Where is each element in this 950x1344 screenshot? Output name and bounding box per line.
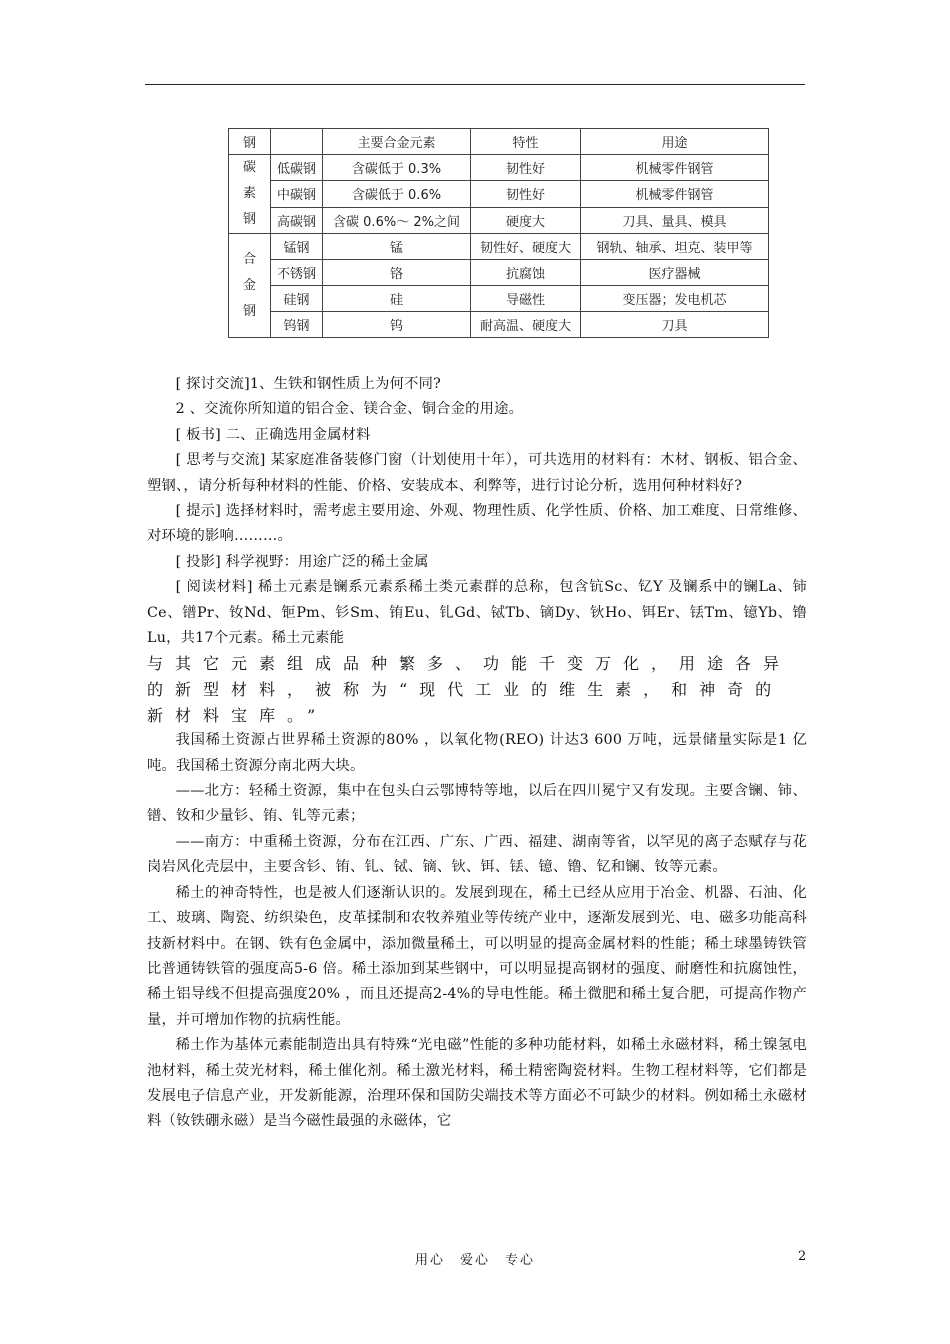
- page-number: 2: [798, 1249, 807, 1264]
- group-char: 钢: [242, 212, 256, 227]
- table-cell: 铬: [323, 260, 471, 286]
- board-heading: [ 板书] 二、正确选用金属材料: [175, 426, 371, 443]
- footer-motto: 用心 爱心 专心: [414, 1253, 535, 1268]
- table-cell: 医疗器械: [581, 260, 769, 286]
- think-and-discuss-paragraph: [ 思考与交流] 某家庭准备装修门窗（计划使用十年），可共选用的材料有：木材、钢板、铝合金、塑钢、，请分析每种材料的性能、价格、安装成本、利弊等，进行讨论分析，选用何种材料好?: [147, 452, 807, 494]
- table-row: [229, 260, 769, 286]
- group-char: 钢: [242, 303, 256, 319]
- table-cell: 耐高温、硬度大: [471, 312, 581, 338]
- group-char: 碳: [242, 160, 256, 175]
- body-text: [147, 372, 807, 1135]
- table-cell: 机械零件钢管: [581, 181, 769, 207]
- alloy-steel-group-label: [229, 234, 271, 338]
- south-paragraph: ——南方：中重稀土资源，分布在江西、广东、广西、福建、湖南等省，以罕见的离子态赋存与花岗岩风化壳层中，主要含钐、铕、钆、铽、镝、钬、铒、铥、镱、镥、钇和镧、钕等元素。: [147, 833, 807, 876]
- table-cell: 韧性好、硬度大: [471, 234, 581, 260]
- reserves-paragraph: 我国稀土资源占世界稀土资源的80% ，以氧化物(REO) 计达3 600 万吨，远景储量实际是1 亿吨。我国稀土资源分南北两大块。: [147, 732, 807, 774]
- hint-paragraph: [ 提示] 选择材料时，需考虑主要用途、外观、物理性质、化学性质、价格、加工难度、日常维修、对环境的影响………。: [147, 503, 807, 545]
- header-rule: [145, 84, 805, 85]
- table-cell: 韧性好: [471, 181, 581, 207]
- table-cell: 导磁性: [471, 286, 581, 312]
- projection-line: [ 投影] 科学视野：用途广泛的稀土金属: [175, 553, 429, 570]
- properties-paragraph: 稀土的神奇特性，也是被人们逐渐认识的。发展到现在，稀土已经从应用于冶金、机器、石油、化工、玻璃、陶瓷、纺织染色，皮革揉制和农牧养殖业等传统产业中，逐渐发展到光、电、磁多功能高科技新材料中。在钢、铁有色金属中，添加微量稀土，可以明显的提高金属材料的性能；稀土球墨铸铁管比普通铸铁管的强度高5-6 倍。稀土添加到某些钢中，可以明显提高钢材的强度、耐磨性和抗腐蚀性，稀土铝导线不但提高强度20% ，而且还提高2-4%的导电性能。稀土微肥和稀土复合肥，可提高作物产量，并可增加作物的抗病性能。: [147, 884, 807, 1028]
- table-row: [229, 312, 769, 338]
- discussion-line-2: 2 、交流你所知道的铝合金、镁合金、铜合金的用途。: [175, 401, 524, 418]
- table-cell: 含碳 0.6%～ 2%之间: [323, 207, 471, 233]
- rare-earth-spaced-paragraph: 与其它元素组成品种繁多、功能千变万化，用途各异的新型材料，被称为“现代工业的维生素，和神奇的新材料宝库。”: [147, 654, 792, 725]
- north-paragraph: ——北方：轻稀土资源，集中在包头白云鄂博特等地，以后在四川冕宁又有发现。主要含镧、铈、镨、钕和少量钐、铕、钆等元素；: [147, 783, 807, 825]
- discussion-line-1: [ 探讨交流]1、生铁和钢性质上为何不同?: [175, 376, 442, 392]
- table-header-row: [229, 129, 769, 155]
- table-cell: 机械零件钢管: [581, 155, 769, 181]
- group-char: 合: [242, 251, 256, 267]
- table-cell: 含碳低于 0.3%: [323, 155, 471, 181]
- table-cell: 钢轨、轴承、坦克、装甲等: [581, 234, 769, 260]
- functional-materials-paragraph: 稀土作为基体元素能制造出具有特殊“光电磁”性能的多种功能材料，如稀土永磁材料，稀土镍氢电池材料，稀土荧光材料，稀土催化剂。稀土激光材料，稀土精密陶瓷材料。生物工程材料等，它们都是发展电子信息产业，开发新能源，治理环保和国防尖端技术等方面必不可缺少的材料。例如稀土永磁材料（钕铁硼永磁）是当今磁性最强的永磁体，它: [147, 1037, 807, 1130]
- table-cell: 不锈钢: [271, 260, 323, 286]
- table-cell: 韧性好: [471, 155, 581, 181]
- page-footer: [0, 1249, 950, 1269]
- table-row: [229, 286, 769, 312]
- table-row: [229, 155, 769, 181]
- table-row: [229, 181, 769, 207]
- table-cell: 硅钢: [271, 286, 323, 312]
- table-cell: 含碳低于 0.6%: [323, 181, 471, 207]
- group-char: 金: [242, 277, 256, 293]
- table-header-cell: 特性: [471, 129, 581, 155]
- table-cell: 中碳钢: [271, 181, 323, 207]
- table-cell: 锰: [323, 234, 471, 260]
- group-char: 素: [242, 186, 256, 201]
- table-cell: 钨: [323, 312, 471, 338]
- carbon-steel-group-label: [229, 155, 271, 234]
- table-cell: 低碳钢: [271, 155, 323, 181]
- table-cell: 钨钢: [271, 312, 323, 338]
- table-header-cell: 钢: [229, 129, 271, 155]
- table-cell: 硅: [323, 286, 471, 312]
- table-header-cell: 用途: [581, 129, 769, 155]
- table-cell: 刀具、量具、模具: [581, 207, 769, 233]
- table-header-cell: 主要合金元素: [323, 129, 471, 155]
- table-cell: 高碳钢: [271, 207, 323, 233]
- table-header-cell: [271, 129, 323, 155]
- table-row: [229, 234, 769, 260]
- table-cell: 刀具: [581, 312, 769, 338]
- table-cell: 变压器；发电机芯: [581, 286, 769, 312]
- steel-types-table: [228, 128, 769, 338]
- table-row: [229, 207, 769, 233]
- table-cell: 抗腐蚀: [471, 260, 581, 286]
- table-cell: 锰钢: [271, 234, 323, 260]
- reading-material-paragraph: [ 阅读材料] 稀土元素是镧系元素系稀土类元素群的总称，包含钪Sc、钇Y 及镧系中的镧La、铈Ce、镨Pr、钕Nd、钷Pm、钐Sm、铕Eu、钆Gd、铽Tb、镝Dy、钬Ho、铒Er、铥Tm、镱Yb、镥Lu，共17个元素。稀土元素能: [147, 579, 807, 647]
- table-cell: 硬度大: [471, 207, 581, 233]
